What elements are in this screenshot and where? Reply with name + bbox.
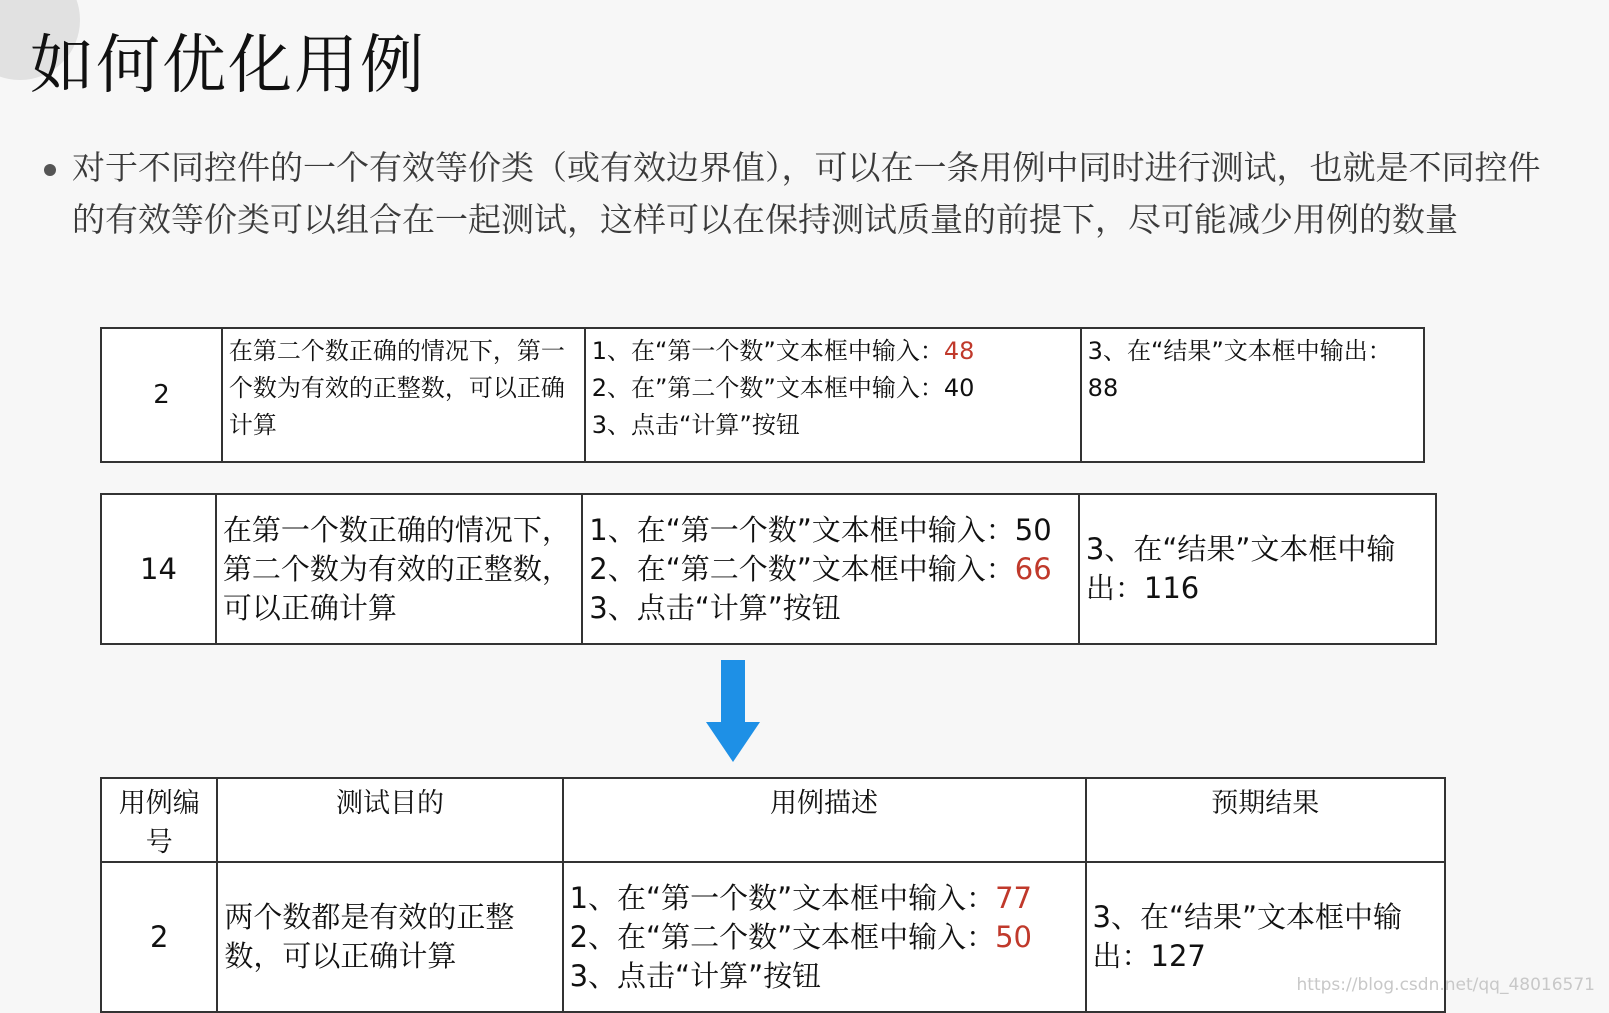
case-id-cell: 2: [101, 862, 217, 1012]
table-row: [101, 328, 1424, 462]
step-text: 2、在“第二个数”文本框中输入：: [589, 551, 1015, 586]
case-description-cell: [563, 862, 1086, 1012]
case-description-cell: [582, 494, 1079, 644]
step-line-3: 3、点击“计算”按钮: [591, 411, 800, 439]
case-expected-cell: 3、在“结果”文本框中输出：88: [1081, 328, 1424, 462]
step-value: 50: [995, 919, 1033, 954]
step-text: 1、在“第一个数”文本框中输入：: [591, 337, 944, 365]
optimized-case-table: [100, 777, 1446, 1013]
table-header-row: [101, 778, 1445, 862]
header-case-id: 用例编号: [101, 778, 217, 862]
bullet-dot-icon: [44, 164, 56, 176]
header-expected-result: 预期结果: [1086, 778, 1446, 862]
case-expected-cell: 3、在“结果”文本框中输出：116: [1079, 494, 1436, 644]
step-line-1: [570, 879, 1079, 918]
step-line-1: [592, 333, 1074, 370]
table-row: [101, 494, 1436, 644]
header-case-description: 用例描述: [563, 778, 1086, 862]
test-case-table-2: [100, 493, 1437, 645]
step-line-3: 3、点击“计算”按钮: [589, 590, 841, 625]
step-line-1: [589, 511, 1072, 550]
case-id-cell: 2: [101, 328, 222, 462]
step-line-2: [589, 550, 1072, 589]
case-purpose-cell: 在第二个数正确的情况下，第一个数为有效的正整数，可以正确计算: [222, 328, 585, 462]
step-value: 50: [1014, 512, 1052, 547]
step-value: 77: [995, 880, 1033, 915]
bullet-point: [40, 142, 1550, 246]
case-purpose-cell: 在第一个数正确的情况下，第二个数为有效的正整数，可以正确计算: [216, 494, 582, 644]
step-text: 2、在“第二个数”文本框中输入：: [569, 919, 996, 954]
bullet-text: 对于不同控件的一个有效等价类（或有效边界值），可以在一条用例中同时进行测试，也就是不同控件的有效等价类可以组合在一起测试，这样可以在保持测试质量的前提下，尽可能减少用例的数量: [72, 148, 1541, 239]
watermark: https://blog.csdn.net/qq_48016571: [1296, 975, 1595, 995]
arrow-down-icon: [706, 660, 760, 762]
case-id-cell: 14: [101, 494, 216, 644]
case-description-cell: [585, 328, 1081, 462]
table-row: [101, 862, 1445, 1012]
step-value: 48: [943, 337, 975, 365]
step-value: 66: [1014, 551, 1052, 586]
case-expected-cell: 3、在“结果”文本框中输出：127: [1086, 862, 1446, 1012]
step-text: 1、在“第一个数”文本框中输入：: [569, 880, 996, 915]
header-test-purpose: 测试目的: [217, 778, 562, 862]
step-line-2: [570, 918, 1079, 957]
step-line-3: 3、点击“计算”按钮: [569, 958, 822, 993]
case-purpose-cell: 两个数都是有效的正整数，可以正确计算: [217, 862, 562, 1012]
step-value: 40: [943, 374, 975, 402]
test-case-table-1: [100, 327, 1425, 463]
step-text: 1、在“第一个数”文本框中输入：: [589, 512, 1015, 547]
page-title: 如何优化用例: [30, 29, 426, 103]
step-line-2: [592, 370, 1074, 407]
step-text: 2、在”第二个数”文本框中输入：: [591, 374, 944, 402]
